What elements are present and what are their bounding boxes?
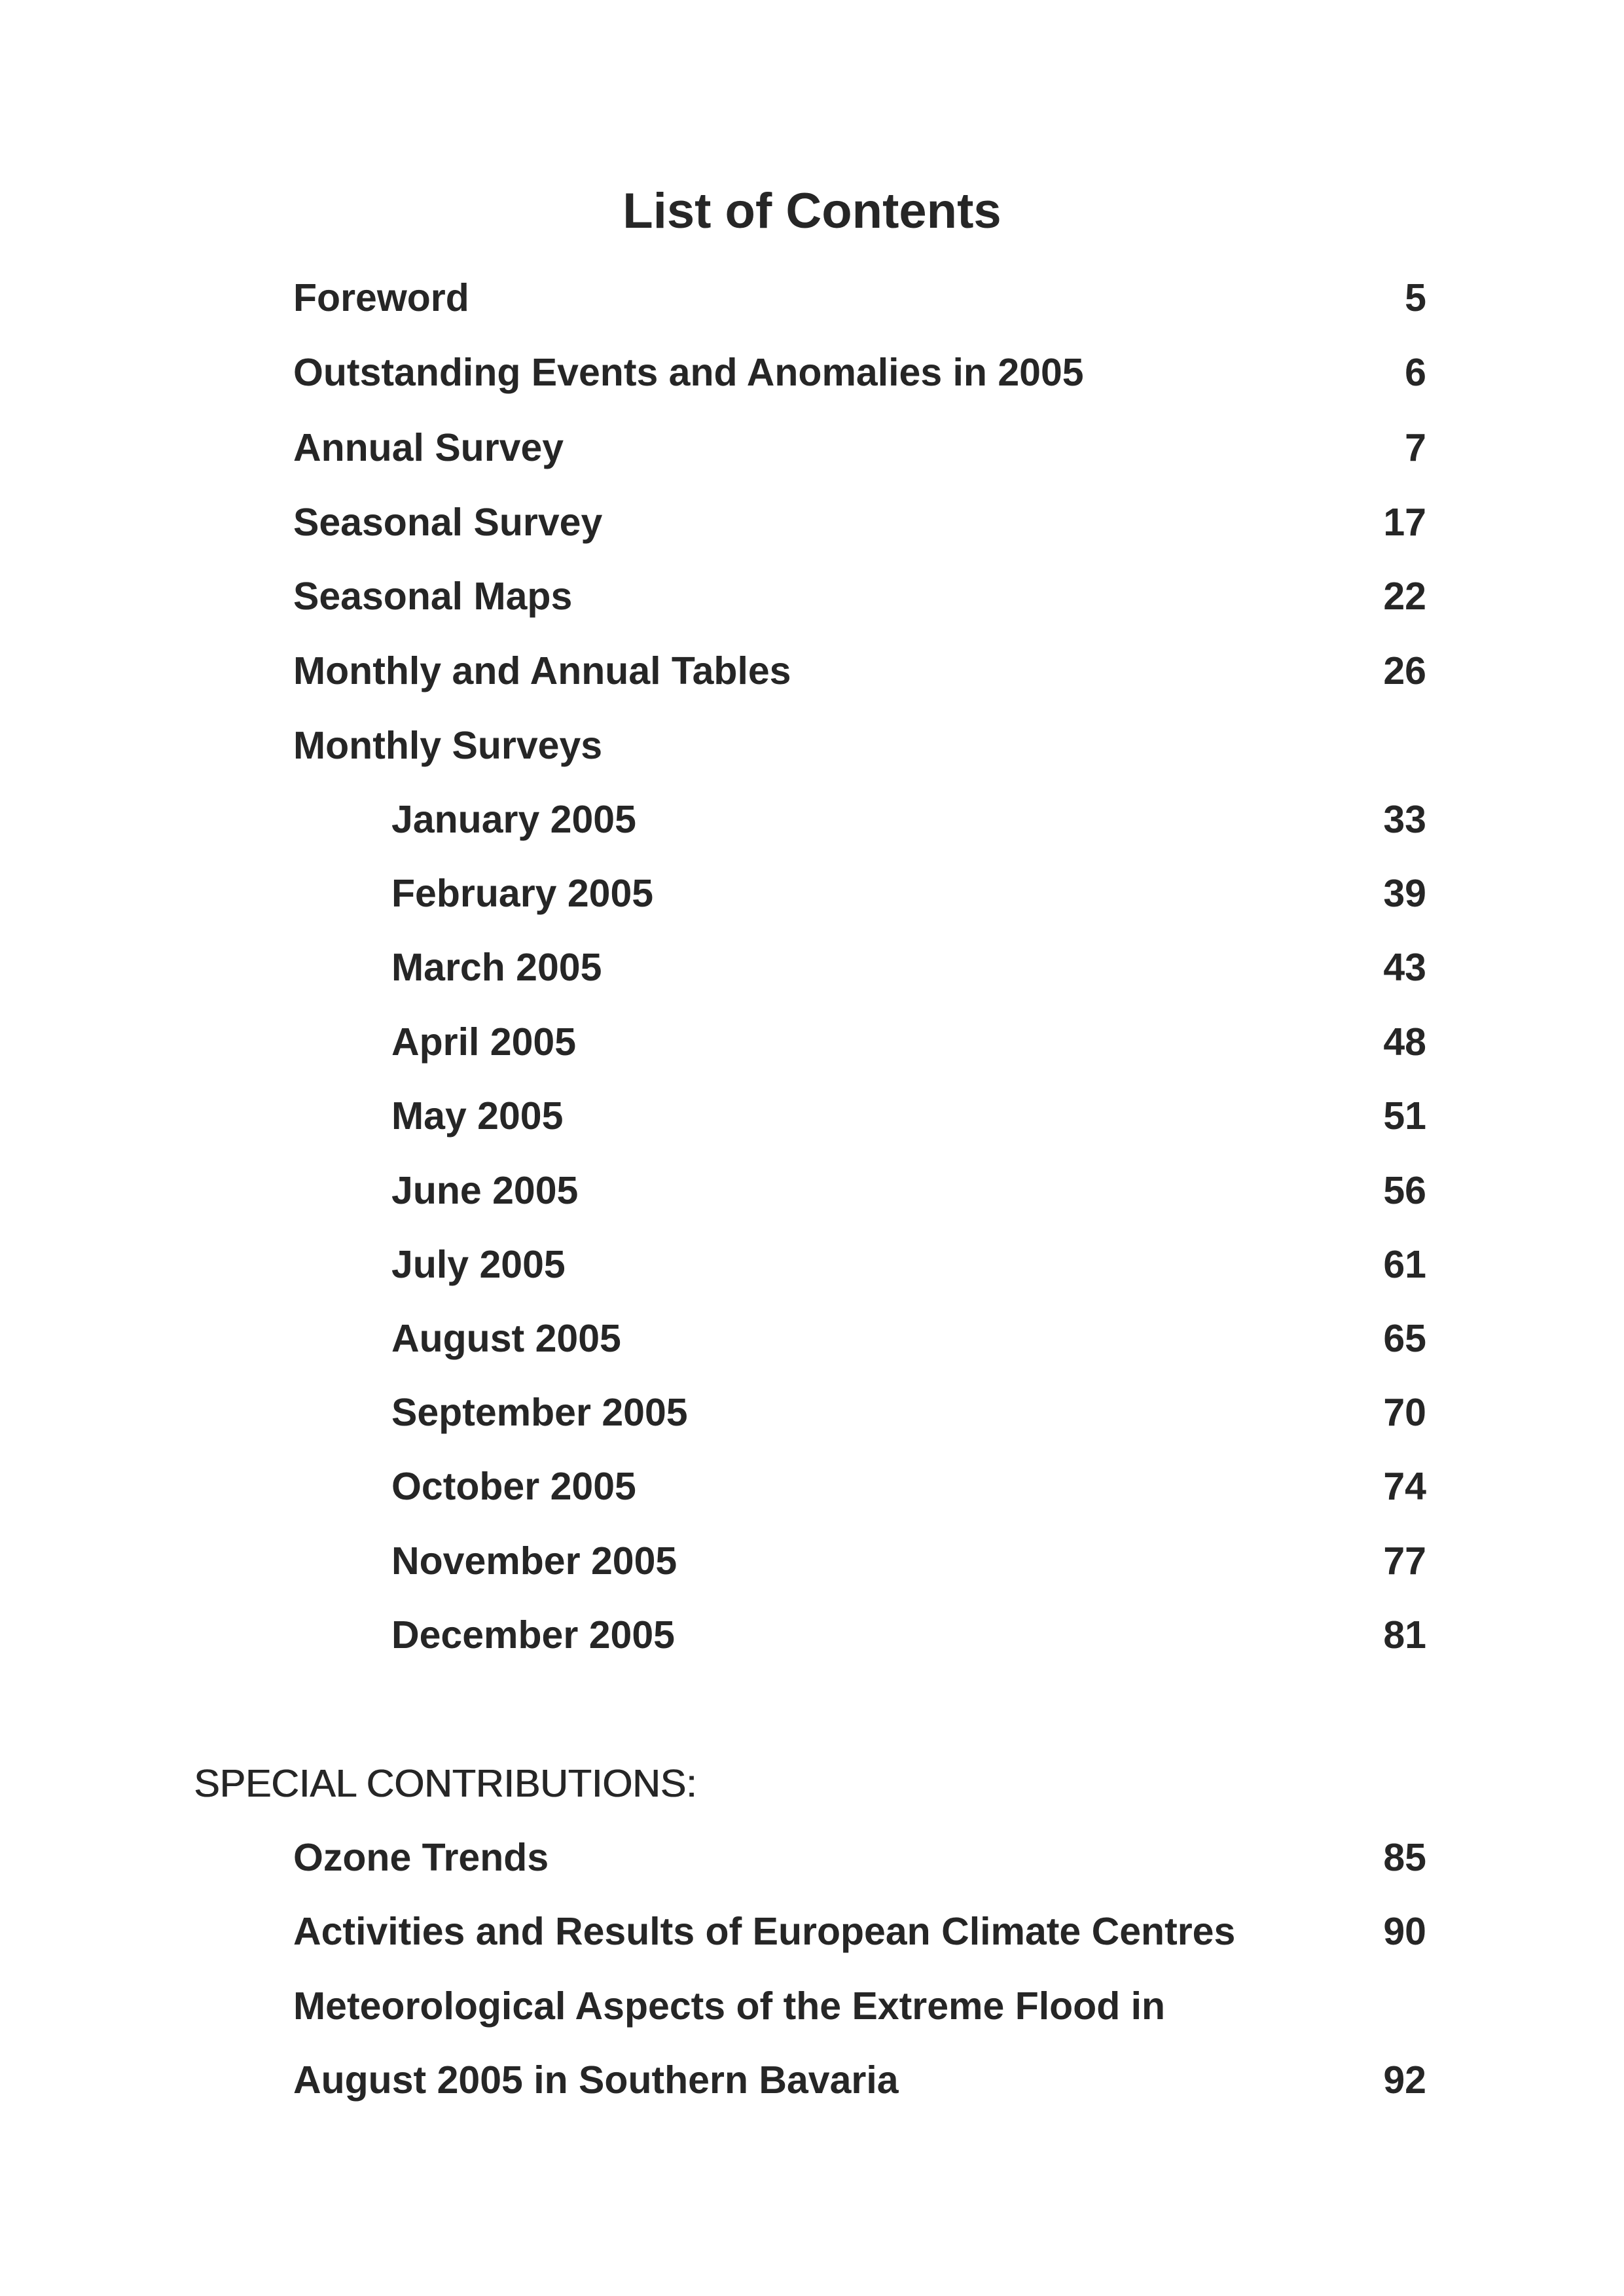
toc-entry-label: February 2005 xyxy=(391,872,654,915)
toc-entry-april xyxy=(0,1013,1624,1071)
toc-entry-label: July 2005 xyxy=(391,1243,566,1286)
section-heading-label: SPECIAL CONTRIBUTIONS: xyxy=(194,1762,697,1805)
toc-entry-october xyxy=(0,1457,1624,1516)
toc-entry-outstanding-events xyxy=(0,343,1624,402)
toc-entry-label: Foreword xyxy=(293,276,469,319)
toc-entry-page: 51 xyxy=(1383,1094,1426,1138)
toc-entry-label: Seasonal Maps xyxy=(293,575,573,618)
toc-entry-label: Meteorological Aspects of the Extreme Flood in xyxy=(293,1984,1166,2028)
toc-entry-label: May 2005 xyxy=(391,1094,564,1138)
toc-entry-page: 65 xyxy=(1383,1317,1426,1360)
toc-entry-page: 43 xyxy=(1383,946,1426,989)
special-contributions-heading xyxy=(0,1754,1624,1813)
toc-entry-label: October 2005 xyxy=(391,1465,636,1508)
toc-entry-page: 92 xyxy=(1383,2058,1426,2102)
toc-entry-label: August 2005 xyxy=(391,1317,621,1360)
toc-entry-september xyxy=(0,1383,1624,1442)
toc-entry-page: 17 xyxy=(1383,501,1426,544)
toc-entry-label: January 2005 xyxy=(391,798,636,841)
page-title: List of Contents xyxy=(623,183,1001,239)
toc-entry-monthly-annual-tables xyxy=(0,641,1624,700)
toc-entry-label: April 2005 xyxy=(391,1020,577,1064)
toc-entry-page: 33 xyxy=(1383,798,1426,841)
toc-entry-annual-survey xyxy=(0,418,1624,477)
toc-entry-label: Monthly and Annual Tables xyxy=(293,649,791,692)
toc-entry-page: 74 xyxy=(1383,1465,1426,1508)
toc-entry-december xyxy=(0,1605,1624,1664)
toc-entry-label: June 2005 xyxy=(391,1169,579,1212)
toc-entry-february xyxy=(0,864,1624,923)
toc-entry-label: Monthly Surveys xyxy=(293,724,603,767)
toc-entry-may xyxy=(0,1086,1624,1145)
toc-entry-page: 61 xyxy=(1383,1243,1426,1286)
toc-entry-page: 7 xyxy=(1405,426,1426,469)
toc-entry-label: Outstanding Events and Anomalies in 2005 xyxy=(293,351,1084,394)
toc-entry-label: August 2005 in Southern Bavaria xyxy=(293,2058,899,2102)
toc-entry-label: Activities and Results of European Climate Centres xyxy=(293,1910,1236,1953)
toc-entry-label: Seasonal Survey xyxy=(293,501,603,544)
toc-entry-monthly-surveys xyxy=(0,716,1624,775)
toc-entry-page: 26 xyxy=(1383,649,1426,692)
toc-entry-seasonal-maps xyxy=(0,567,1624,626)
toc-entry-european-climate-centres xyxy=(0,1902,1624,1961)
toc-entry-page: 85 xyxy=(1383,1836,1426,1879)
toc-entry-ozone-trends xyxy=(0,1828,1624,1887)
toc-entry-extreme-flood-line1 xyxy=(0,1977,1624,2036)
toc-entry-page: 39 xyxy=(1383,872,1426,915)
toc-entry-label: November 2005 xyxy=(391,1539,677,1583)
toc-entry-page: 48 xyxy=(1383,1020,1426,1064)
toc-entry-extreme-flood-line2 xyxy=(0,2051,1624,2109)
toc-entry-page: 77 xyxy=(1383,1539,1426,1583)
toc-entry-january xyxy=(0,790,1624,849)
toc-entry-page: 70 xyxy=(1383,1391,1426,1434)
toc-entry-foreword xyxy=(0,268,1624,327)
toc-entry-label: Annual Survey xyxy=(293,426,564,469)
toc-entry-seasonal-survey xyxy=(0,493,1624,552)
toc-entry-page: 56 xyxy=(1383,1169,1426,1212)
toc-entry-label: December 2005 xyxy=(391,1613,675,1657)
toc-entry-label: September 2005 xyxy=(391,1391,688,1434)
toc-entry-march xyxy=(0,938,1624,997)
toc-entry-june xyxy=(0,1161,1624,1220)
toc-entry-page: 81 xyxy=(1383,1613,1426,1657)
toc-entry-november xyxy=(0,1532,1624,1590)
toc-entry-label: March 2005 xyxy=(391,946,602,989)
toc-entry-august xyxy=(0,1309,1624,1368)
toc-entry-july xyxy=(0,1235,1624,1294)
toc-entry-page: 5 xyxy=(1405,276,1426,319)
toc-entry-page: 6 xyxy=(1405,351,1426,394)
toc-entry-page: 90 xyxy=(1383,1910,1426,1953)
toc-entry-label: Ozone Trends xyxy=(293,1836,549,1879)
toc-entry-page: 22 xyxy=(1383,575,1426,618)
